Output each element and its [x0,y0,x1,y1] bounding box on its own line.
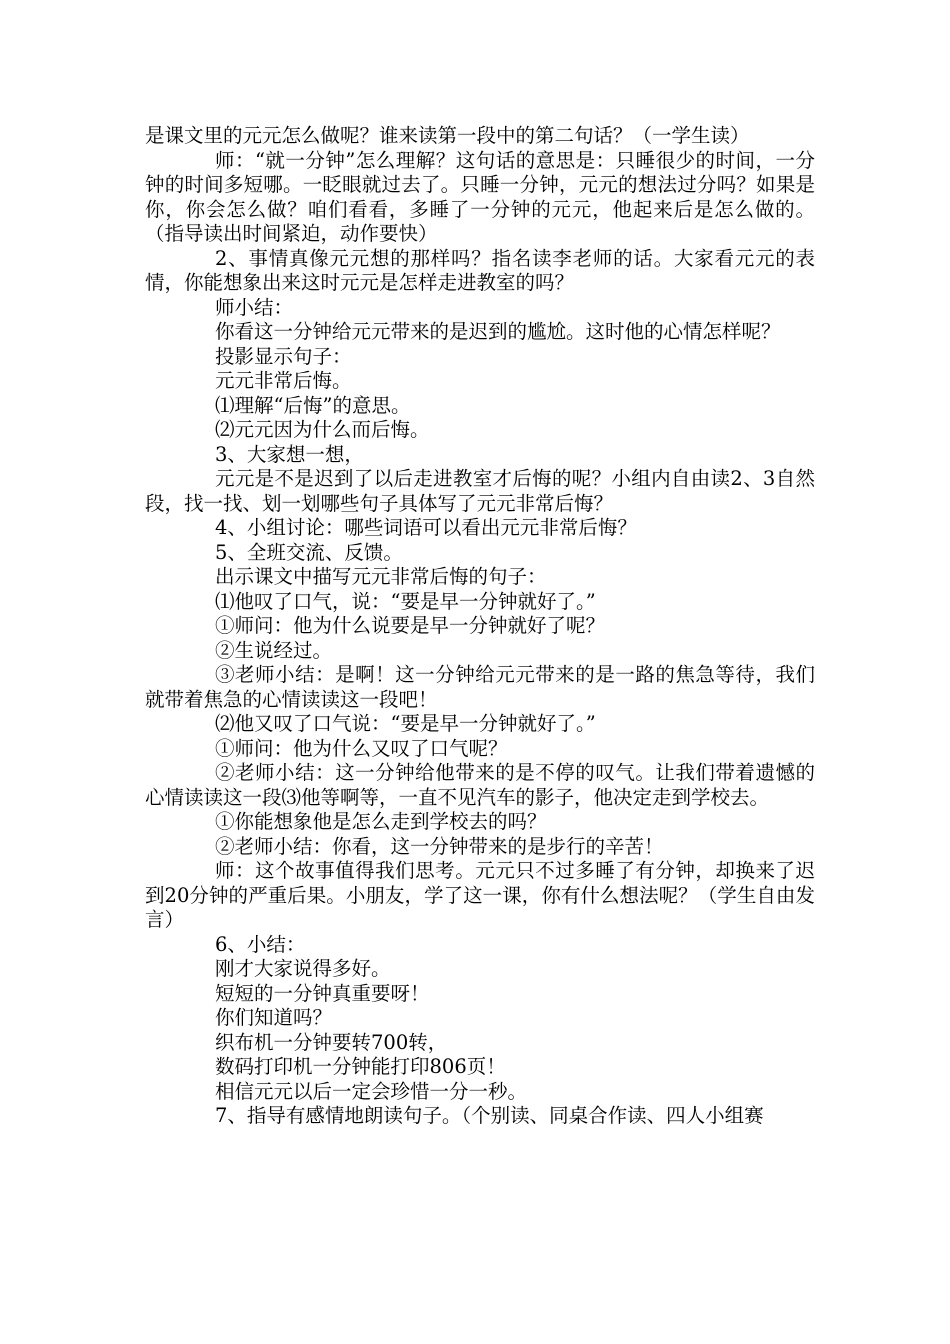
paragraph-3: 2、事情真像元元想的那样吗？指名读李老师的话。大家看元元的表情，你能想象出来这时元元是怎样走进教室的吗？ [145,246,815,294]
paragraph-27: 短短的一分钟真重要呀！ [215,981,430,1005]
paragraph-13: 5、全班交流、反馈。 [215,540,403,564]
paragraph-4: 师小结： [215,295,294,319]
paragraph-31: 相信元元以后一定会珍惜一分一秒。 [215,1079,528,1103]
paragraph-20: ①师问：他为什么又叹了口气呢？ [215,736,508,760]
paragraph-9: ⑵元元因为什么而后悔。 [215,418,430,441]
paragraph-5: 你看这一分钟给元元带来的是迟到的尴尬。这时他的心情怎样呢？ [215,320,781,343]
paragraph-16: ①师问：他为什么说要是早一分钟就好了呢？ [215,614,606,637]
paragraph-6: 投影显示句子： [215,344,352,368]
paragraph-24: 师：这个故事值得我们思考。元元只不过多睡了有分钟，却换来了迟到20分钟的严重后果。小朋友，学了这一课，你有什么想法呢？（学生自由发言） [145,859,815,931]
paragraph-19: ⑵他又叹了口气说：“要是早一分钟就好了。” [215,712,596,735]
paragraph-28: 你们知道吗？ [215,1006,333,1029]
paragraph-30: 数码打印机一分钟能打印806页！ [215,1055,506,1078]
paragraph-32: 7、指导有感情地朗读句子。（个别读、同桌合作读、四人小组赛 [215,1104,764,1127]
paragraph-7: 元元非常后悔。 [215,369,352,392]
paragraph-18: ③老师小结：是啊！这一分钟给元元带来的是一路的焦急等待，我们就带着焦急的心情读读这一段吧！ [145,663,815,711]
paragraph-1: 是课文里的元元怎么做呢？谁来读第一段中的第二句话？（一学生读） [145,124,750,147]
paragraph-17: ②生说经过。 [215,638,333,662]
paragraph-10: 3、大家想一想， [215,442,364,466]
paragraph-22: ①你能想象他是怎么走到学校去的吗？ [215,810,547,833]
paragraph-14: 出示课文中描写元元非常后悔的句子： [215,565,547,588]
paragraph-15: ⑴他叹了口气，说：“要是早一分钟就好了。” [215,589,596,613]
paragraph-25: 6、小结： [215,932,306,956]
paragraph-26: 刚才大家说得多好。 [215,957,391,980]
paragraph-2: 师：“就一分钟”怎么理解？这句话的意思是：只睡很少的时间，一分钟的时间多短哪。一眨眼就过去了。只睡一分钟，元元的想法过分吗？如果是你，你会怎么做？咱们看看，多睡了一分钟的元元，他起来后是怎么做的。（指导读出时间紧迫，动作要快） [145,148,815,245]
paragraph-11: 元元是不是迟到了以后走进教室才后悔的呢？小组内自由读2、3自然段，找一找、划一划哪些句子具体写了元元非常后悔？ [145,467,815,515]
paragraph-8: ⑴理解“后悔”的意思。 [215,393,411,417]
paragraph-12: 4、小组讨论：哪些词语可以看出元元非常后悔？ [215,516,637,539]
document-page [145,124,815,1129]
paragraph-21: ②老师小结：这一分钟给他带来的是不停的叹气。让我们带着遗憾的心情读读这一段⑶他等啊等，一直不见汽车的影子，他决定走到学校去。 [145,761,815,809]
paragraph-29: 织布机一分钟要转700转， [215,1030,448,1054]
paragraph-23: ②老师小结：你看，这一分钟带来的是步行的辛苦！ [215,834,664,858]
